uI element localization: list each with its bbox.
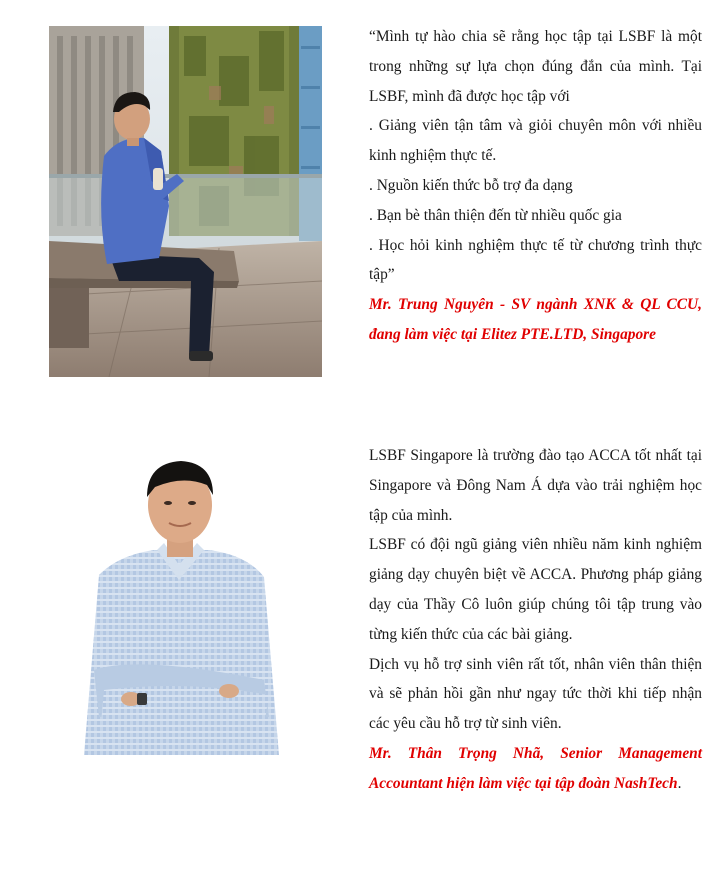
testimonial-2-author-line [369,739,702,799]
portrait-image [79,455,284,755]
quote-bullet-knowledge: . Nguồn kiến thức bỗ trợ đa dạng [369,176,573,194]
testimonial-1 [369,22,702,350]
testimonial-2 [369,441,702,799]
quote-intro: “Mình tự hào chia sẽ rằng học tập tại LSBF là một trong những sự lựa chọn đúng đắn của mình. Tại LSBF, mình đã được học tập với [369,28,702,105]
testimonial-1-author: Mr. Trung Nguyên - SV ngành XNK & QL CCU, đang làm việc tại Elitez PTE.LTD, Singapore [369,296,702,343]
quote-bullet-internship: . Học hỏi kinh nghiệm thực tế từ chương trình thực tập” [369,236,702,284]
quote-bullet-lecturers: . Giảng viên tận tâm và giỏi chuyên môn với nhiều kinh nghiệm thực tế. [369,117,702,165]
quote-bullet-friends: . Bạn bè thân thiện đến từ nhiều quốc gia [369,206,622,224]
testimonial-2-author: Mr. Thân Trọng Nhã, Senior Management Accountant hiện làm việc tại tập đoàn NashTech [369,744,702,792]
rooftop-scene-image [49,26,322,377]
testimonial-2-paragraph-2: LSBF có đội ngũ giảng viên nhiều năm kinh nghiệm giảng dạy chuyên biệt về ACCA. Phương pháp giảng dạy của Thầy Cô luôn giúp chúng tôi tập trung vào từng kiến thức của các bài giảng. [369,536,702,643]
testimonial-2-paragraph-1: LSBF Singapore là trường đào tạo ACCA tốt nhất tại Singapore và Đông Nam Á dựa vào trải nghiệm học tập của mình. [369,447,702,524]
testimonial-2-paragraph-3: Dịch vụ hỗ trợ sinh viên rất tốt, nhân viên thân thiện và sẽ phản hồi gần như ngay tức thời khi tiếp nhận các yêu cầu hỗ trợ từ sinh viên. [369,655,702,733]
portrait-photo-nha [79,455,284,755]
testimonial-2-author-period: . [677,774,682,792]
student-photo-trung [49,26,322,377]
